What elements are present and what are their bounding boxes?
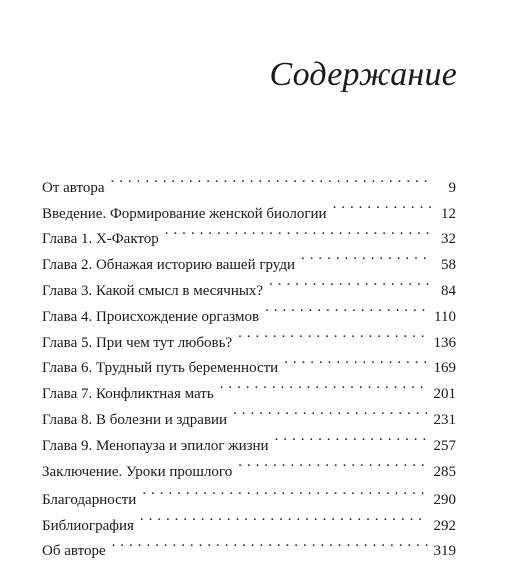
toc-entry-label: Глава 1. X-Фактор	[42, 231, 159, 248]
toc-entry-label: Глава 3. Какой смысл в месячных?	[42, 282, 264, 299]
toc-entry-page: 231	[433, 411, 456, 428]
dot-leader	[140, 504, 428, 530]
dot-leader	[112, 530, 428, 556]
toc-entry-page: 110	[434, 308, 456, 325]
toc-entry-label: Благодарности	[42, 491, 137, 508]
table-of-contents	[42, 166, 456, 480]
toc-entry-label: Библиография	[42, 517, 134, 534]
dot-leader	[301, 243, 432, 269]
dot-leader	[333, 192, 432, 218]
toc-entry-page: 290	[433, 491, 456, 508]
toc-entry-page: 257	[433, 437, 456, 454]
toc-entry-label: Заключение. Уроки прошлого	[42, 463, 233, 480]
dot-leader	[284, 347, 427, 373]
dot-leader	[275, 424, 428, 450]
dot-leader	[165, 218, 432, 244]
toc-entry-label: Глава 8. В болезни и здравии	[42, 411, 228, 428]
toc-entry-page: 58	[441, 257, 456, 274]
dot-leader	[111, 166, 432, 192]
toc-entry-label: Глава 7. Конфликтная мать	[42, 386, 214, 403]
toc-entry-page: 285	[433, 463, 456, 480]
dot-leader	[238, 321, 427, 347]
toc-entry-label: Введение. Формирование женской биологии	[42, 205, 327, 222]
toc-entry-page: 136	[433, 334, 456, 351]
toc-entry-page: 32	[441, 231, 456, 248]
toc-entry-page: 84	[441, 282, 456, 299]
dot-leader	[238, 450, 427, 476]
toc-entry-page: 201	[433, 386, 456, 403]
toc-entry-label: Глава 4. Происхождение оргазмов	[42, 308, 260, 325]
page-title: Содержание	[269, 56, 457, 93]
toc-entry-label: Глава 5. При чем тут любовь?	[42, 334, 233, 351]
toc-entry-page: 292	[433, 517, 456, 534]
toc-entry-page: 9	[448, 179, 456, 196]
dot-leader	[142, 478, 427, 504]
table-of-contents-back-matter	[42, 478, 456, 560]
toc-entry-from-author[interactable]	[42, 166, 456, 196]
toc-entry-label: Глава 2. Обнажая историю вашей груди	[42, 257, 296, 274]
toc-entry-label: Об авторе	[42, 543, 106, 560]
toc-entry-page: 169	[433, 360, 456, 377]
toc-entry-acknowledgements[interactable]	[42, 478, 456, 508]
dot-leader	[265, 295, 428, 321]
toc-entry-label: От автора	[42, 179, 105, 196]
toc-entry-page: 319	[433, 543, 456, 560]
dot-leader	[220, 372, 428, 398]
toc-entry-page: 12	[441, 205, 456, 222]
toc-entry-label: Глава 9. Менопауза и эпилог жизни	[42, 437, 269, 454]
dot-leader	[233, 398, 427, 424]
dot-leader	[269, 269, 432, 295]
toc-entry-label: Глава 6. Трудный путь беременности	[42, 360, 279, 377]
